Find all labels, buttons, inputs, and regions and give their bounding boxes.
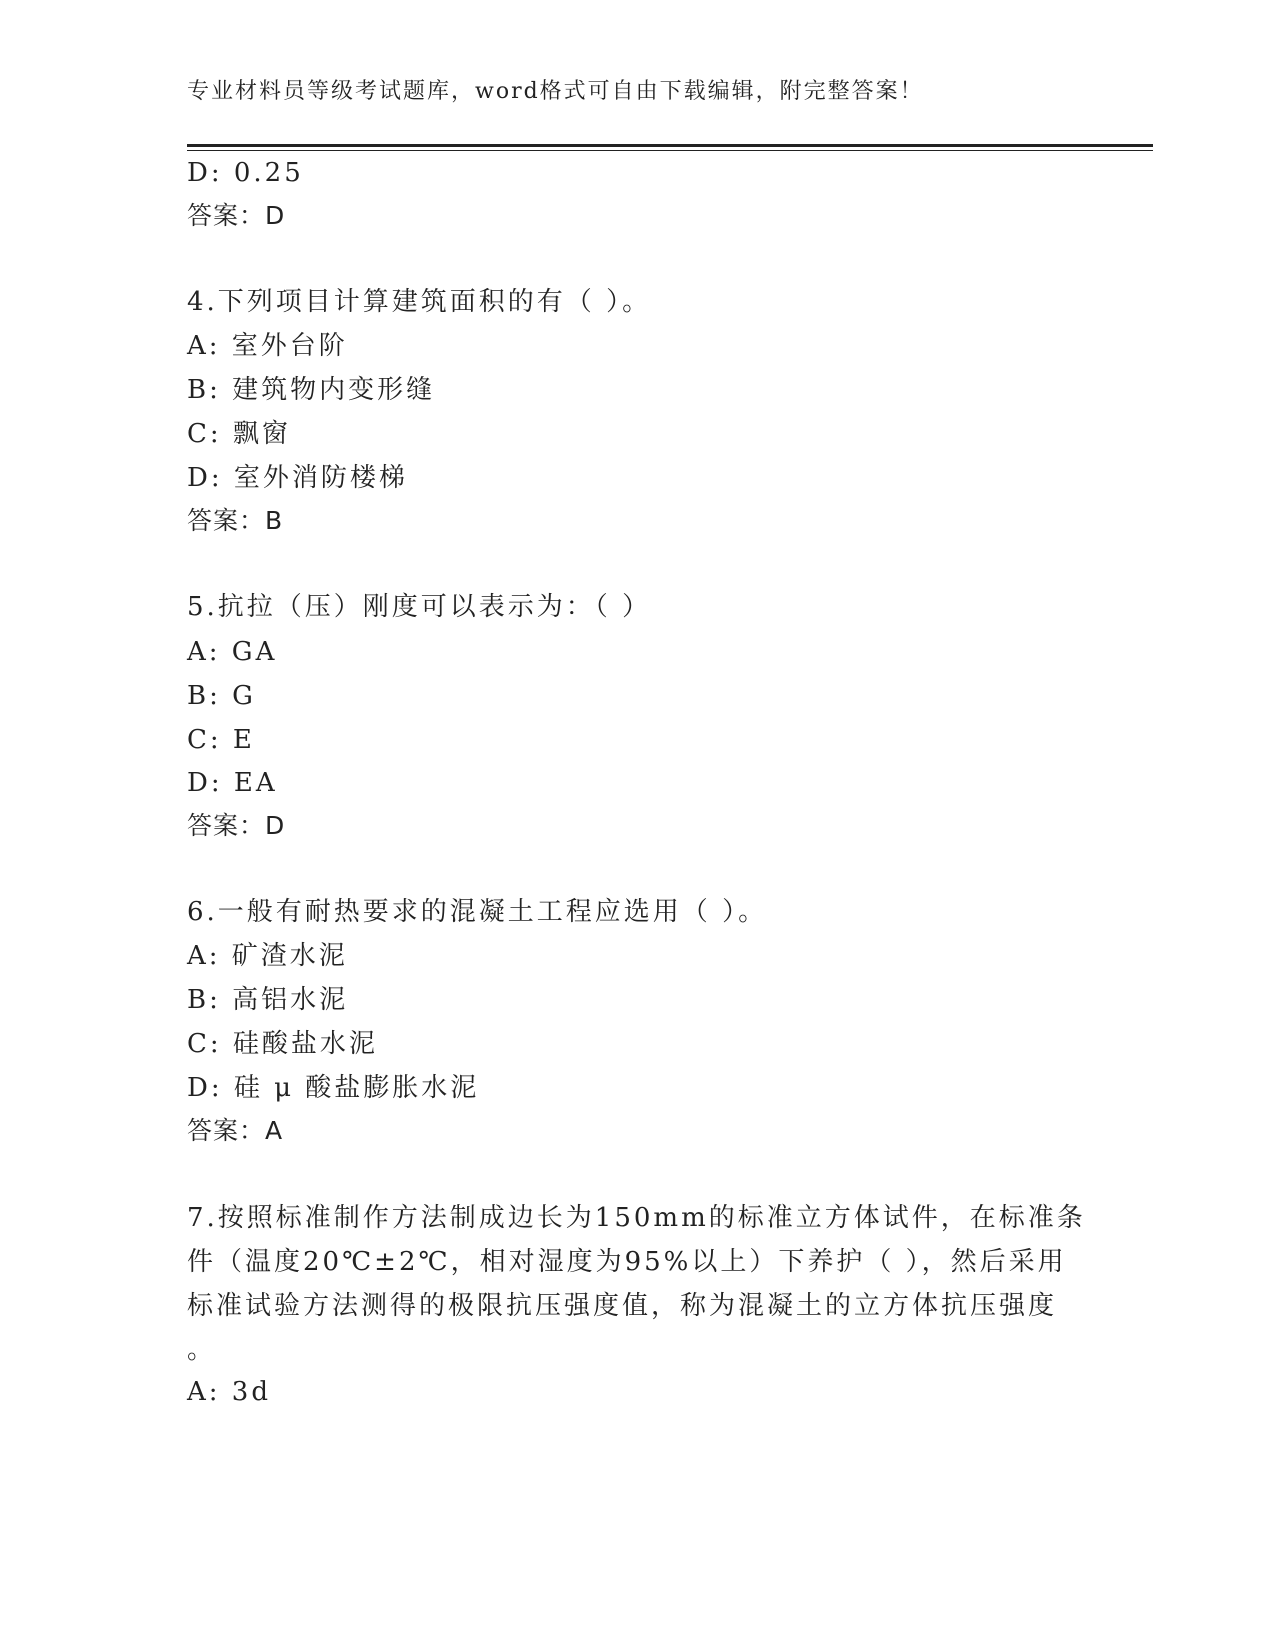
q4-option-d: D: 室外消防楼梯 [187,463,408,493]
q4-stem: 4.下列项目计算建筑面积的有（ ）。 [187,287,652,317]
q6-stem: 6.一般有耐热要求的混凝土工程应选用（ ）。 [187,897,768,927]
header-rule-thick [187,144,1153,147]
q5-answer: 答案：D [187,811,286,840]
q5-option-c: C: E [187,725,255,755]
page-header: 专业材料员等级考试题库，word格式可自由下载编辑，附完整答案！ [187,79,924,104]
q7-option-a: A: 3d [187,1377,271,1407]
q3-answer: 答案：D [187,201,286,230]
q4-option-a: A: 室外台阶 [187,331,348,361]
q6-option-c: C: 硅酸盐水泥 [187,1029,378,1059]
q5-option-a: A: GA [187,637,278,667]
q5-stem: 5.抗拉（压）刚度可以表示为：（ ） [187,592,652,622]
q4-option-c: C: 飘窗 [187,419,291,449]
q3-option-d: D: 0.25 [187,158,304,188]
q7-stem-line-3: 标准试验方法测得的极限抗压强度值，称为混凝土的立方体抗压强度 [187,1291,1058,1321]
q6-answer: 答案：A [187,1116,284,1145]
q6-option-b: B: 高铝水泥 [187,985,349,1015]
header-rule-thin [187,150,1153,151]
q7-stem-line-1: 7.按照标准制作方法制成边长为150mm的标准立方体试件，在标准条 [187,1203,1086,1233]
q4-option-b: B: 建筑物内变形缝 [187,375,436,405]
q7-stem-line-2: 件（温度20℃±2℃，相对湿度为95%以上）下养护（ ），然后采用 [187,1247,1067,1277]
q6-option-d: D: 硅 μ 酸盐膨胀水泥 [187,1073,480,1103]
q4-answer: 答案：B [187,506,284,535]
q6-option-a: A: 矿渣水泥 [187,941,348,971]
q7-stem-line-4: 。 [187,1335,217,1365]
q5-option-d: D: EA [187,768,278,798]
q5-option-b: B: G [187,681,256,711]
